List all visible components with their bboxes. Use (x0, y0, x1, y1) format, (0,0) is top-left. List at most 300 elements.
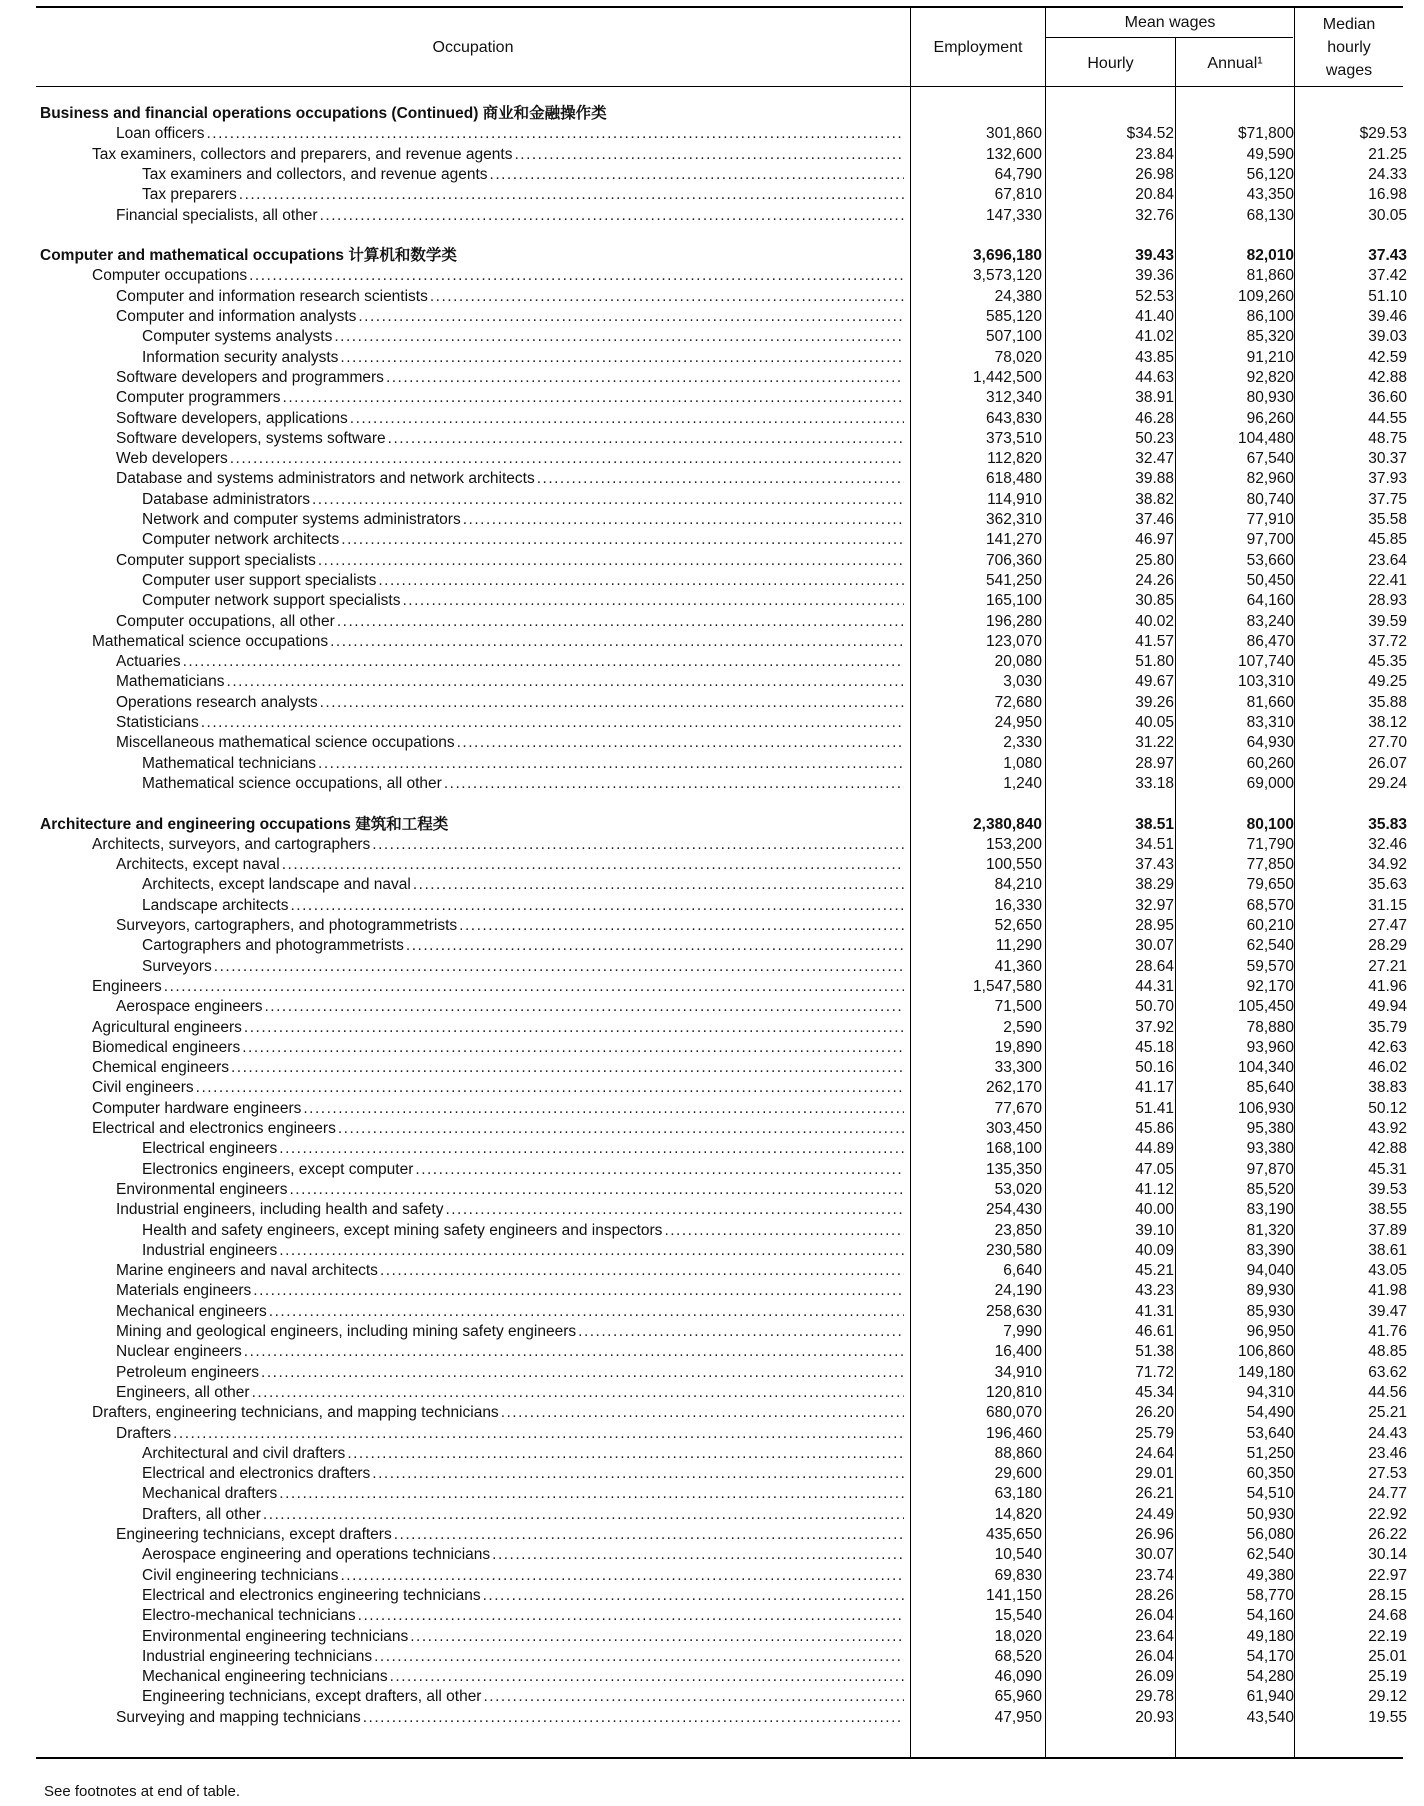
employment-cell: 643,830 (985, 409, 1042, 427)
occupation-label: Surveyors, cartographers, and photogrammetrists (116, 917, 458, 934)
occupation-label: Engineers (92, 977, 162, 995)
median-cell: 26.22 (1368, 1526, 1407, 1543)
header-bottom-rule (36, 86, 1403, 87)
hourly-cell: 44.89 (1135, 1140, 1174, 1158)
hourly-cell: 31.22 (1135, 734, 1174, 752)
occupation-cell (116, 368, 904, 388)
table-row (0, 206, 1424, 226)
annual-cell: 43,540 (1246, 1708, 1294, 1726)
employment-cell: 78,020 (994, 348, 1042, 366)
dot-leader (463, 510, 904, 530)
occupation-label: Database and systems administrators and network architects (116, 470, 535, 488)
footnote: See footnotes at end of table. (44, 1783, 240, 1800)
median-cell: 23.46 (1368, 1444, 1407, 1462)
median-cell: 27.70 (1368, 734, 1407, 752)
occupation-cell (142, 510, 904, 530)
employment-cell: 23,850 (994, 1221, 1042, 1239)
occupation-label: Environmental engineers (116, 1180, 288, 1198)
annual-cell: 82,960 (1246, 470, 1294, 488)
employment-cell: 135,350 (985, 1160, 1042, 1178)
median-cell: 22.41 (1368, 571, 1407, 589)
occupation-cell (116, 124, 904, 144)
occupation-label: Computer user support specialists (142, 571, 377, 589)
hourly-cell: 46.28 (1135, 409, 1174, 427)
dot-leader (410, 1627, 904, 1647)
table-row (0, 1566, 1424, 1586)
hourly-cell: 28.26 (1135, 1586, 1174, 1604)
table-row (0, 1606, 1424, 1626)
occupation-cell (142, 1545, 904, 1565)
table-row (0, 1647, 1424, 1667)
annual-cell: 81,320 (1246, 1221, 1294, 1239)
dot-leader (265, 997, 905, 1017)
annual-cell: 83,310 (1246, 714, 1294, 731)
annual-cell: 83,390 (1246, 1241, 1294, 1259)
hourly-cell: 40.00 (1135, 1201, 1174, 1219)
median-cell: 24.43 (1368, 1424, 1407, 1442)
annual-cell: 56,120 (1246, 165, 1294, 183)
occupation-label: Biomedical engineers (92, 1038, 241, 1056)
employment-cell: 147,330 (985, 206, 1042, 224)
dot-leader (312, 490, 904, 510)
occupation-label: Miscellaneous mathematical science occupations (116, 734, 455, 752)
table-row (0, 1322, 1424, 1342)
median-cell: 30.37 (1368, 450, 1407, 468)
occupation-cell (116, 409, 904, 429)
table-row (0, 733, 1424, 753)
dot-leader (330, 632, 904, 652)
median-cell: 27.47 (1368, 917, 1407, 934)
dot-leader (318, 754, 904, 774)
occupation-label: Electrical and electronics drafters (142, 1465, 371, 1483)
median-cell: 44.56 (1368, 1383, 1407, 1401)
annual-cell: 85,930 (1246, 1302, 1294, 1320)
employment-cell: 585,120 (985, 308, 1042, 325)
median-cell: 50.12 (1368, 1099, 1407, 1117)
annual-cell: 93,960 (1246, 1038, 1294, 1056)
annual-cell: 104,480 (1237, 429, 1294, 447)
occupation-label: Drafters, engineering technicians, and mapping technicians (92, 1404, 499, 1422)
median-cell: 29.24 (1368, 774, 1407, 792)
occupation-label: Computer support specialists (116, 551, 316, 569)
occupation-label: Architects, surveyors, and cartographers (92, 835, 371, 853)
median-cell: 39.46 (1368, 308, 1407, 325)
annual-cell: 85,520 (1246, 1180, 1294, 1198)
annual-cell: 59,570 (1246, 957, 1294, 975)
occupation-cell (116, 551, 904, 571)
occupation-label: Business and financial operations occupations (Continued) 商业和金融操作类 (40, 105, 607, 122)
dot-leader (337, 612, 904, 632)
median-cell: 21.25 (1368, 145, 1407, 163)
hourly-cell: 41.02 (1135, 328, 1174, 346)
hourly-cell: 28.64 (1135, 957, 1174, 975)
occupation-label: Network and computer systems administrators (142, 511, 461, 528)
employment-cell: 64,790 (994, 165, 1042, 183)
employment-cell: 301,860 (985, 125, 1042, 143)
occupation-cell (142, 530, 904, 550)
hourly-cell: 39.88 (1135, 470, 1174, 488)
occupation-cell (116, 1322, 904, 1342)
employment-cell: 69,830 (994, 1566, 1042, 1584)
occupation-label: Landscape architects (142, 896, 289, 914)
header-annual: Annual¹ (1207, 55, 1263, 72)
annual-cell: 89,930 (1246, 1282, 1294, 1300)
occupation-label: Engineering technicians, except drafters (116, 1526, 392, 1543)
employment-cell: 141,270 (985, 531, 1042, 549)
employment-cell: 2,380,840 (973, 815, 1042, 833)
bottom-rule (36, 1757, 1403, 1759)
occupation-label: Architecture and engineering occupations 建筑和工程类 (40, 815, 449, 833)
table-row (0, 368, 1424, 388)
annual-cell: 71,790 (1246, 835, 1294, 853)
annual-cell: 58,770 (1246, 1586, 1294, 1604)
employment-cell: 24,380 (994, 287, 1042, 305)
table-row (0, 1302, 1424, 1322)
median-cell: 30.05 (1368, 206, 1407, 224)
table-row (0, 1241, 1424, 1261)
occupation-cell (116, 1363, 904, 1383)
table-row (0, 1363, 1424, 1383)
employment-cell: 67,810 (994, 186, 1042, 204)
median-cell: 39.59 (1368, 612, 1407, 630)
occupation-label: Mining and geological engineers, including mining safety engineers (116, 1323, 577, 1340)
table-row (0, 1160, 1424, 1180)
occupation-cell (116, 1708, 904, 1728)
table-row (0, 977, 1424, 997)
dot-leader (363, 1708, 904, 1728)
dot-leader (514, 145, 904, 165)
hourly-cell: 34.51 (1135, 835, 1174, 853)
table-row (0, 327, 1424, 347)
median-cell: 46.02 (1368, 1059, 1407, 1077)
occupation-cell (116, 997, 904, 1017)
annual-cell: 60,210 (1246, 917, 1294, 934)
annual-cell: 80,740 (1246, 490, 1294, 508)
dot-leader (347, 1444, 904, 1464)
employment-cell: 2,590 (1003, 1018, 1042, 1036)
table-row (0, 1708, 1424, 1728)
annual-cell: 106,860 (1237, 1343, 1294, 1361)
median-cell: 43.92 (1368, 1120, 1407, 1137)
occupation-cell (142, 1687, 904, 1707)
table-row (0, 591, 1424, 611)
dot-leader (196, 1078, 904, 1098)
occupation-label: Tax examiners and collectors, and revenue agents (142, 165, 488, 183)
hourly-cell: 33.18 (1135, 774, 1174, 792)
hourly-cell: 23.64 (1135, 1627, 1174, 1645)
annual-cell: 104,340 (1237, 1059, 1294, 1077)
employment-cell: 77,670 (994, 1099, 1042, 1117)
table-row (0, 1464, 1424, 1484)
median-cell: 26.07 (1368, 754, 1407, 772)
dot-leader (386, 368, 904, 388)
table-row (0, 1018, 1424, 1038)
occupation-label: Mechanical drafters (142, 1485, 278, 1503)
header-hourly: Hourly (1087, 55, 1134, 72)
occupation-label: Civil engineers (92, 1079, 194, 1097)
table-row (0, 1099, 1424, 1119)
employment-cell: 24,190 (994, 1282, 1042, 1300)
occupation-label: Electrical engineers (142, 1140, 278, 1158)
dot-leader (430, 287, 904, 307)
median-cell: 42.88 (1368, 368, 1407, 386)
table-row (0, 490, 1424, 510)
occupation-cell (142, 1464, 904, 1484)
dot-leader (252, 1383, 904, 1403)
occupation-label: Mechanical engineering technicians (142, 1668, 388, 1686)
employment-cell: 168,100 (985, 1140, 1042, 1158)
employment-cell: 312,340 (985, 389, 1042, 407)
employment-cell: 132,600 (985, 145, 1042, 163)
hourly-cell: 20.93 (1135, 1708, 1174, 1726)
occupation-cell (142, 348, 904, 368)
annual-cell: 77,910 (1246, 511, 1294, 528)
dot-leader (290, 896, 904, 916)
occupation-cell (92, 1078, 904, 1098)
median-cell: 41.76 (1368, 1323, 1407, 1340)
annual-cell: 80,100 (1246, 815, 1294, 833)
occupation-cell (116, 612, 904, 632)
hourly-cell: 29.78 (1135, 1688, 1174, 1706)
table-row (0, 388, 1424, 408)
annual-cell: 62,540 (1246, 1546, 1294, 1564)
hourly-cell: 37.46 (1135, 511, 1174, 528)
occupation-cell (116, 1342, 904, 1362)
occupation-cell (142, 327, 904, 347)
annual-cell: 105,450 (1237, 998, 1294, 1016)
occupation-label: Architects, except naval (116, 856, 280, 874)
employment-cell: 46,090 (994, 1668, 1042, 1686)
occupation-label: Architectural and civil drafters (142, 1444, 346, 1462)
dot-leader (164, 977, 904, 997)
dot-leader (214, 957, 904, 977)
annual-cell: 56,080 (1246, 1526, 1294, 1543)
occupation-label: Mechanical engineers (116, 1302, 267, 1320)
annual-cell: 82,010 (1246, 247, 1294, 265)
annual-cell: 92,820 (1246, 368, 1294, 386)
occupation-label: Computer and information research scientists (116, 287, 428, 305)
dot-leader (201, 713, 904, 733)
annual-cell: 50,930 (1246, 1505, 1294, 1523)
hourly-cell: 24.26 (1135, 571, 1174, 589)
dot-leader (230, 449, 904, 469)
dot-leader (338, 1119, 904, 1139)
dot-leader (279, 1241, 904, 1261)
hourly-cell: 26.21 (1135, 1485, 1174, 1503)
occupation-label: Tax examiners, collectors and preparers, and revenue agents (92, 145, 513, 163)
median-cell: 29.12 (1368, 1688, 1407, 1706)
employment-cell: 52,650 (994, 917, 1042, 934)
occupation-cell (142, 571, 904, 591)
annual-cell: 54,510 (1246, 1485, 1294, 1503)
occupation-label: Actuaries (116, 653, 181, 671)
annual-cell: 149,180 (1237, 1363, 1294, 1381)
annual-cell: 79,650 (1246, 876, 1294, 894)
median-cell: 63.62 (1368, 1363, 1407, 1381)
employment-cell: 2,330 (1003, 734, 1042, 752)
annual-cell: 81,660 (1246, 693, 1294, 711)
occupation-cell (40, 246, 904, 266)
occupation-label: Operations research analysts (116, 693, 318, 711)
employment-cell: 34,910 (994, 1363, 1042, 1381)
occupation-cell (142, 591, 904, 611)
dot-leader (239, 185, 904, 205)
employment-cell: 14,820 (994, 1505, 1042, 1523)
dot-leader (372, 1464, 904, 1484)
employment-cell: 18,020 (994, 1627, 1042, 1645)
occupation-cell (116, 916, 904, 936)
dot-leader (269, 1302, 904, 1322)
employment-cell: 3,030 (1003, 673, 1042, 691)
annual-cell: 62,540 (1246, 937, 1294, 955)
dot-leader (374, 1647, 904, 1667)
dot-leader (457, 733, 904, 753)
dot-leader (483, 1586, 904, 1606)
occupation-label: Software developers, systems software (116, 429, 386, 447)
dot-leader (406, 936, 904, 956)
median-cell: 43.05 (1368, 1262, 1407, 1280)
hourly-cell: 39.26 (1135, 693, 1174, 711)
occupation-label: Petroleum engineers (116, 1363, 260, 1381)
dot-leader (402, 591, 904, 611)
table-row (0, 165, 1424, 185)
occupation-cell (116, 713, 904, 733)
employment-cell: 16,330 (994, 896, 1042, 914)
dot-leader (282, 855, 904, 875)
median-cell: 37.42 (1368, 267, 1407, 285)
occupation-label: Database administrators (142, 490, 310, 508)
occupation-label: Cartographers and photogrammetrists (142, 937, 404, 955)
employment-cell: 3,573,120 (973, 267, 1042, 285)
occupation-label: Electrical and electronics engineers (92, 1120, 336, 1137)
header-median-line-1: Median (1322, 16, 1376, 33)
occupation-label: Mathematicians (116, 673, 225, 691)
occupation-label: Engineers, all other (116, 1383, 250, 1401)
table-row (0, 124, 1424, 144)
median-cell: 24.68 (1368, 1607, 1407, 1625)
employment-cell: 373,510 (985, 429, 1042, 447)
annual-cell: 94,040 (1246, 1262, 1294, 1280)
table-row (0, 896, 1424, 916)
dot-leader (492, 1545, 904, 1565)
median-cell: 49.25 (1368, 673, 1407, 691)
median-cell: 45.35 (1368, 653, 1407, 671)
occupation-cell (92, 632, 904, 652)
annual-cell: 54,170 (1246, 1647, 1294, 1665)
table-row (0, 1484, 1424, 1504)
hourly-cell: 40.02 (1135, 612, 1174, 630)
median-cell: 19.55 (1368, 1708, 1407, 1726)
occupation-cell (92, 835, 904, 855)
employment-cell: 33,300 (994, 1059, 1042, 1077)
table-row (0, 1545, 1424, 1565)
hourly-cell: 44.63 (1135, 368, 1174, 386)
employment-cell: 71,500 (994, 998, 1042, 1016)
median-cell: 35.83 (1368, 815, 1407, 833)
dot-leader (664, 1221, 904, 1241)
employment-cell: 1,080 (1003, 754, 1042, 772)
median-cell: 35.63 (1368, 876, 1407, 894)
employment-cell: 100,550 (985, 856, 1042, 874)
dot-leader (231, 1058, 904, 1078)
table-row (0, 145, 1424, 165)
annual-cell: 85,320 (1246, 328, 1294, 346)
employment-cell: 6,640 (1003, 1262, 1042, 1280)
table-row (0, 510, 1424, 530)
occupation-cell (142, 774, 904, 794)
table-row (0, 957, 1424, 977)
dot-leader (578, 1322, 904, 1342)
occupation-cell (116, 855, 904, 875)
annual-cell: 49,590 (1246, 145, 1294, 163)
annual-cell: 49,180 (1246, 1627, 1294, 1645)
employment-cell: 47,950 (994, 1708, 1042, 1726)
annual-cell: 61,940 (1246, 1688, 1294, 1706)
dot-leader (334, 327, 904, 347)
occupation-label: Environmental engineering technicians (142, 1627, 409, 1645)
dot-leader (227, 672, 904, 692)
hourly-cell: 46.61 (1135, 1323, 1174, 1340)
hourly-cell: 71.72 (1135, 1363, 1174, 1381)
hourly-cell: 37.43 (1135, 856, 1174, 874)
median-cell: 23.64 (1368, 551, 1407, 569)
hourly-cell: $34.52 (1126, 125, 1174, 143)
occupation-label: Industrial engineers (142, 1241, 278, 1259)
occupation-label: Software developers, applications (116, 409, 348, 427)
occupation-cell (142, 1221, 904, 1241)
hourly-cell: 40.09 (1135, 1241, 1174, 1259)
hourly-cell: 30.85 (1135, 592, 1174, 610)
occupation-cell (116, 1525, 904, 1545)
table-row (0, 1078, 1424, 1098)
annual-cell: 78,880 (1246, 1018, 1294, 1036)
hourly-cell: 32.47 (1135, 450, 1174, 468)
hourly-cell: 39.36 (1135, 267, 1174, 285)
occupation-label: Computer network architects (142, 531, 340, 549)
table-row (0, 1525, 1424, 1545)
header-median-line-2: hourly (1327, 39, 1371, 56)
header-employment: Employment (933, 39, 1023, 56)
table-row (0, 774, 1424, 794)
median-cell: 24.77 (1368, 1485, 1407, 1503)
employment-cell: 680,070 (985, 1404, 1042, 1422)
occupation-cell (142, 1444, 904, 1464)
hourly-cell: 40.05 (1135, 714, 1174, 731)
table-row (0, 1261, 1424, 1281)
occupation-label: Loan officers (116, 125, 205, 143)
occupation-cell (142, 1241, 904, 1261)
dot-leader (445, 1200, 904, 1220)
median-cell: 42.63 (1368, 1038, 1407, 1056)
occupation-cell (116, 652, 904, 672)
hourly-cell: 51.80 (1135, 653, 1174, 671)
dot-leader (261, 1363, 904, 1383)
hourly-cell: 39.10 (1135, 1221, 1174, 1239)
median-cell: 45.31 (1368, 1160, 1407, 1178)
annual-cell: 86,100 (1246, 308, 1294, 325)
occupation-label: Electrical and electronics engineering technicians (142, 1586, 481, 1604)
dot-leader (253, 1281, 904, 1301)
table-row (0, 713, 1424, 733)
table-row (0, 916, 1424, 936)
occupation-label: Marine engineers and naval architects (116, 1262, 378, 1280)
median-cell: 38.61 (1368, 1241, 1407, 1259)
table-row (0, 672, 1424, 692)
dot-leader (283, 388, 904, 408)
occupation-label: Software developers and programmers (116, 368, 384, 386)
median-cell: 48.75 (1368, 429, 1407, 447)
median-cell: 25.19 (1368, 1668, 1407, 1686)
